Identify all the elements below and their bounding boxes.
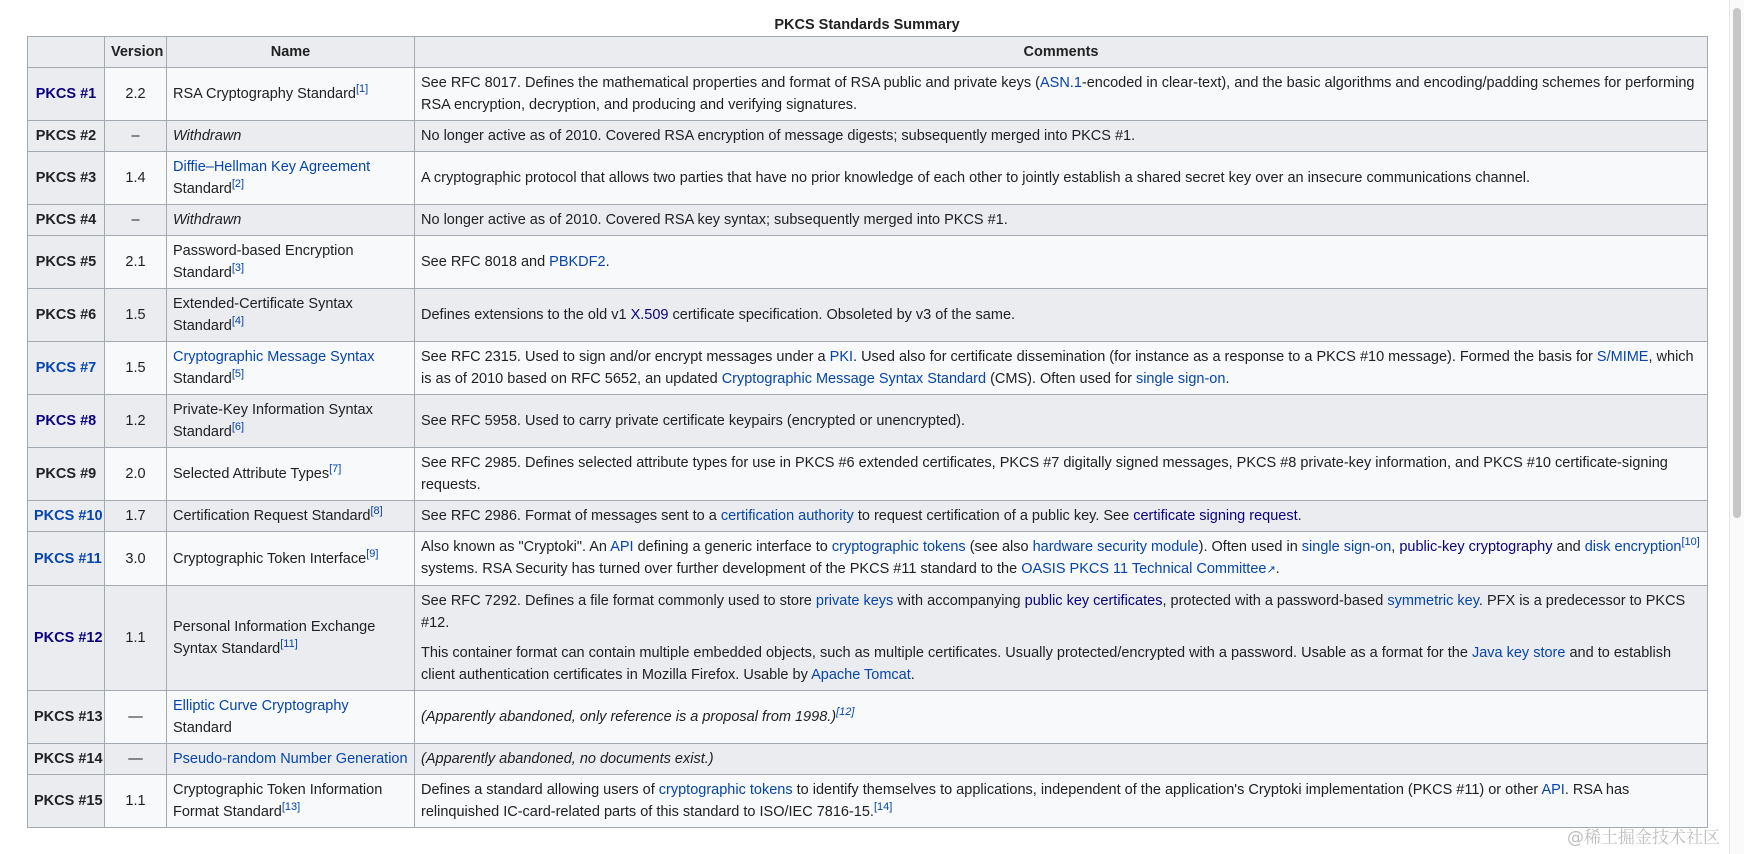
row-version: –: [105, 205, 167, 236]
row-comment: See RFC 2985. Defines selected attribute types for use in PKCS #6 extended certificates, PKCS #7 digitally signed messages, PKCS #8 private-key information, and PKCS #10 certificate-signing requests.: [415, 448, 1708, 501]
table-row: [28, 586, 1708, 691]
row-version: 1.1: [105, 775, 167, 828]
table-row: [28, 775, 1708, 828]
table-row: [28, 121, 1708, 152]
row-version: 1.1: [105, 586, 167, 691]
sso-link-2[interactable]: single sign-on: [1301, 539, 1392, 555]
x509-link[interactable]: X.509: [630, 307, 669, 323]
row-comment: See RFC 8017. Defines the mathematical properties and format of RSA public and private keys (ASN.1-encoded in clear-text), and the basic algorithms and encoding/padding schemes for performing RSA encryption, decryption, and producing and verifying signatures.: [415, 68, 1708, 121]
ref-1[interactable]: [1]: [355, 83, 369, 96]
row-id: PKCS #6: [28, 289, 105, 342]
row-comment: Defines extensions to the old v1 X.509 certificate specification. Obsoleted by v3 of the same.: [415, 289, 1708, 342]
row-id: PKCS #4: [28, 205, 105, 236]
row-version: —: [105, 744, 167, 775]
vertical-scrollbar[interactable]: [1729, 0, 1744, 854]
row-name: Cryptographic Token Information Format Standard[13]: [167, 775, 415, 828]
col-header-comments: Comments: [415, 37, 1708, 68]
oasis-link[interactable]: OASIS PKCS 11 Technical Committee: [1021, 561, 1267, 577]
row-id: PKCS #14: [28, 744, 105, 775]
symmetric-key-link[interactable]: symmetric key: [1387, 593, 1479, 609]
row-id: [28, 586, 105, 691]
csr-link[interactable]: certificate signing request: [1133, 508, 1298, 524]
ref-12[interactable]: [12]: [836, 706, 855, 719]
table-row: [28, 342, 1708, 395]
table-row: [28, 448, 1708, 501]
row-comment: See RFC 2986. Format of messages sent to a certification authority to request certification of a public key. See certificate signing request.: [415, 501, 1708, 532]
row-name: Password-based Encryption Standard[3]: [167, 236, 415, 289]
row-name: Cryptographic Message Syntax Standard[5]: [167, 342, 415, 395]
comment-paragraph: This container format can contain multiple embedded objects, such as multiple certificates. Usually protected/encrypted with a password. Usable as a format for the Java key store and to establish client authentication certificates in Mozilla Firefox. Usable by Apache Tomcat.: [421, 645, 1672, 683]
row-name: Elliptic Curve Cryptography Standard: [167, 691, 415, 744]
asn1-link[interactable]: ASN.1: [1039, 75, 1082, 91]
ref-2[interactable]: [2]: [231, 178, 245, 191]
row-name: Diffie–Hellman Key Agreement Standard[2]: [167, 152, 415, 205]
ref-11[interactable]: [11]: [280, 638, 298, 651]
row-id: [28, 68, 105, 121]
row-id: [28, 342, 105, 395]
row-comment: A cryptographic protocol that allows two parties that have no prior knowledge of each other to jointly establish a shared secret key over an insecure communications channel.: [415, 152, 1708, 205]
table-row: [28, 532, 1708, 586]
hsm-link[interactable]: hardware security module: [1032, 539, 1199, 555]
row-name: Private-Key Information Syntax Standard[6]: [167, 395, 415, 448]
pbkdf2-link[interactable]: PBKDF2: [549, 254, 606, 270]
row-version: 2.2: [105, 68, 167, 121]
pkc-link[interactable]: public-key cryptography: [1399, 539, 1553, 555]
disk-encryption-link[interactable]: disk encryption: [1584, 539, 1682, 555]
table-row: [28, 691, 1708, 744]
table-row: [28, 395, 1708, 448]
table-row: [28, 236, 1708, 289]
row-version: –: [105, 121, 167, 152]
table-row: [28, 289, 1708, 342]
row-id: PKCS #2: [28, 121, 105, 152]
watermark: @稀土掘金技术社区: [1567, 828, 1720, 848]
row-version: —: [105, 691, 167, 744]
ref-7[interactable]: [7]: [329, 463, 342, 476]
scrollbar-thumb[interactable]: [1733, 8, 1741, 518]
row-version: 2.1: [105, 236, 167, 289]
col-header-version: Version: [105, 37, 167, 68]
row-comment: Also known as "Cryptoki". An API defining a generic interface to cryptographic tokens (see also hardware security module). Often used in single sign-on, public-key cryptography and disk encryption[10] systems. RSA Security has turned over further development of the PKCS #11 standard to the OASIS PKCS 11 Technical Committee↗.: [415, 532, 1708, 586]
pki-link[interactable]: PKI: [829, 349, 854, 365]
row-version: 1.5: [105, 289, 167, 342]
smime-link[interactable]: S/MIME: [1596, 349, 1649, 365]
row-id: PKCS #5: [28, 236, 105, 289]
sso-link[interactable]: single sign-on: [1135, 371, 1226, 387]
pkcs-12-link[interactable]: PKCS #12: [34, 630, 103, 646]
ref-4[interactable]: [4]: [231, 315, 245, 328]
row-version: 1.4: [105, 152, 167, 205]
ref-8[interactable]: [8]: [370, 505, 383, 518]
row-id: [28, 395, 105, 448]
crypto-tokens-link-2[interactable]: cryptographic tokens: [658, 782, 793, 798]
api-link-2[interactable]: API: [1541, 782, 1565, 798]
ecc-link[interactable]: Elliptic Curve Cryptography: [173, 698, 349, 714]
pkcs-11-link[interactable]: PKCS #11: [34, 550, 102, 567]
ref-3[interactable]: [3]: [231, 262, 245, 275]
pkcs-8-link[interactable]: PKCS #8: [35, 413, 97, 429]
row-name: Withdrawn: [167, 121, 415, 152]
comment-paragraph: See RFC 7292. Defines a file format commonly used to store private keys with accompanying public key certificates, protected with a password-based symmetric key. PFX is a predecessor to PKCS #12.: [421, 593, 1686, 631]
external-link-icon: ↗: [1266, 564, 1276, 576]
row-comment: (Apparently abandoned, no documents exist.): [415, 744, 1708, 775]
row-version: 3.0: [105, 532, 167, 586]
row-id: PKCS #3: [28, 152, 105, 205]
row-id: [28, 501, 105, 532]
row-comment: [415, 586, 1708, 691]
col-header-id: [28, 37, 105, 68]
table-row: [28, 744, 1708, 775]
ref-9[interactable]: [9]: [366, 547, 379, 560]
ca-link[interactable]: certification authority: [720, 508, 854, 524]
ref-13[interactable]: [13]: [281, 801, 301, 814]
crypto-tokens-link[interactable]: cryptographic tokens: [831, 539, 966, 555]
diffie-hellman-link[interactable]: Diffie–Hellman Key Agreement: [173, 159, 371, 175]
pkcs-10-link[interactable]: PKCS #10: [34, 508, 103, 524]
row-comment: (Apparently abandoned, only reference is a proposal from 1998.)[12]: [415, 691, 1708, 744]
row-name: RSA Cryptography Standard[1]: [167, 68, 415, 121]
table-caption: PKCS Standards Summary: [774, 17, 960, 33]
row-comment: No longer active as of 2010. Covered RSA key syntax; subsequently merged into PKCS #1.: [415, 205, 1708, 236]
table-row: [28, 152, 1708, 205]
row-id: PKCS #15: [28, 775, 105, 828]
pkcs-summary: [27, 14, 1707, 828]
row-comment: See RFC 5958. Used to carry private certificate keypairs (encrypted or unencrypted).: [415, 395, 1708, 448]
row-version: 1.2: [105, 395, 167, 448]
pkcs-1-link[interactable]: PKCS #1: [35, 86, 97, 102]
ref-14[interactable]: [14]: [873, 801, 893, 814]
tomcat-link[interactable]: Apache Tomcat: [811, 667, 911, 683]
row-comment: Defines a standard allowing users of cryptographic tokens to identify themselves to applications, independent of the application's Cryptoki implementation (PKCS #11) or other API. RSA has relinquished IC-card-related parts of this standard to ISO/IEC 7816-15.[14]: [415, 775, 1708, 828]
row-name: Selected Attribute Types[7]: [167, 448, 415, 501]
row-comment: See RFC 2315. Used to sign and/or encrypt messages under a PKI. Used also for certificate dissemination (for instance as a response to a PKCS #10 message). Formed the basis for S/MIME, which is as of 2010 based on RFC 5652, an updated Cryptographic Message Syntax Standard (CMS). Often used for single sign-on.: [415, 342, 1708, 395]
col-header-name: Name: [167, 37, 415, 68]
row-comment: No longer active as of 2010. Covered RSA encryption of message digests; subsequently merged into PKCS #1.: [415, 121, 1708, 152]
row-name: Extended-Certificate Syntax Standard[4]: [167, 289, 415, 342]
api-link[interactable]: API: [610, 539, 634, 555]
pkcs-table: [27, 36, 1708, 828]
row-version: 2.0: [105, 448, 167, 501]
ref-10[interactable]: [10]: [1681, 536, 1700, 549]
row-id: [28, 532, 105, 586]
private-keys-link[interactable]: private keys: [815, 593, 894, 609]
table-row: [28, 68, 1708, 121]
prng-link[interactable]: Pseudo-random Number Generation: [173, 751, 408, 767]
header-row: [28, 37, 1708, 68]
row-name: Cryptographic Token Interface[9]: [167, 532, 415, 586]
row-name: Personal Information Exchange Syntax Standard[11]: [167, 586, 415, 691]
pkcs-7-link[interactable]: PKCS #7: [35, 360, 97, 376]
row-name: [167, 744, 415, 775]
cms-standard-link[interactable]: Cryptographic Message Syntax Standard: [721, 371, 987, 387]
row-name: Certification Request Standard[8]: [167, 501, 415, 532]
cms-link[interactable]: Cryptographic Message Syntax: [173, 349, 375, 365]
table-row: [28, 205, 1708, 236]
row-name: Withdrawn: [167, 205, 415, 236]
ref-6[interactable]: [6]: [231, 421, 245, 434]
row-version: 1.5: [105, 342, 167, 395]
ref-5[interactable]: [5]: [231, 368, 245, 381]
row-version: 1.7: [105, 501, 167, 532]
row-id: PKCS #13: [28, 691, 105, 744]
java-keystore-link[interactable]: Java key store: [1471, 645, 1566, 661]
row-comment: See RFC 8018 and PBKDF2.: [415, 236, 1708, 289]
table-row: [28, 501, 1708, 532]
pubkey-certs-link[interactable]: public key certificates: [1024, 593, 1163, 609]
row-id: PKCS #9: [28, 448, 105, 501]
